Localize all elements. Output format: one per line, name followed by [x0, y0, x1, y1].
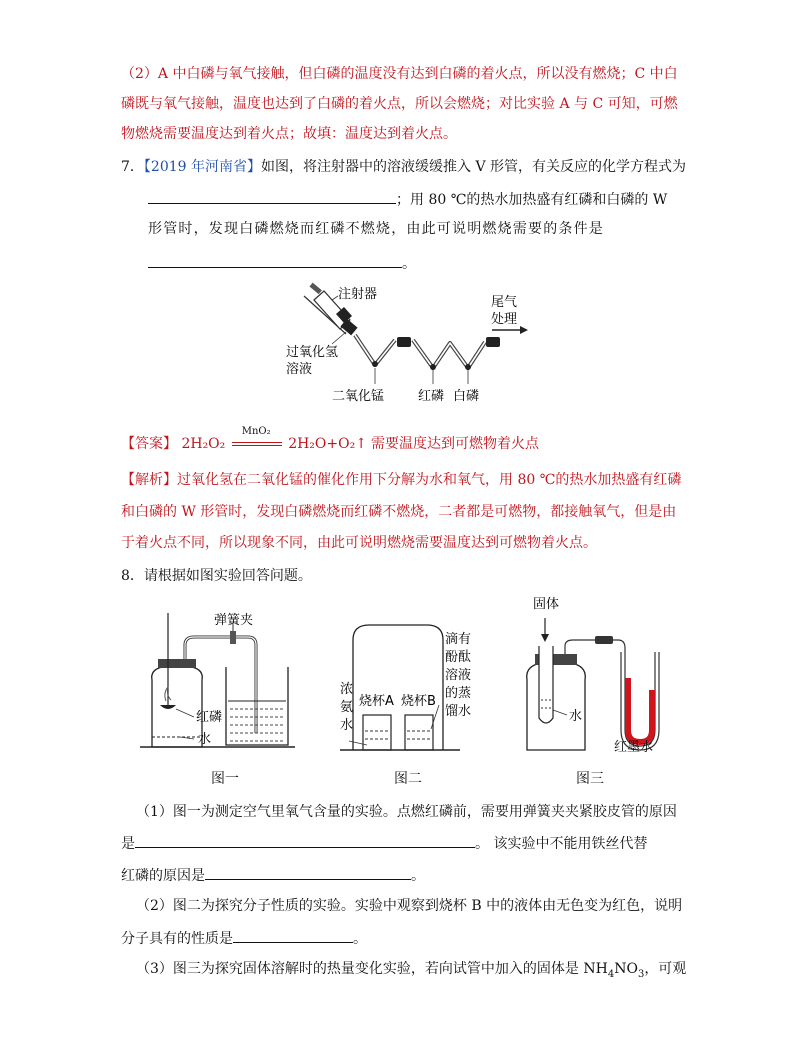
answer-label: 【答案】 [121, 436, 177, 452]
q8-sub1-line1: （1）图一为测定空气里氧气含量的实验。点燃红磷前，需要用弹簧夹夹紧胶皮管的原因 [136, 804, 677, 820]
sub1-line2-tail: 。 该实验中不能用铁丝代替 [475, 836, 648, 852]
fig1-oxygen-test [130, 605, 300, 755]
q7-analysis-line2: 和白磷的 W 形管时，发现白磷燃烧而红磷不燃烧，二者都是可燃物，都接触氧气，但是由 [121, 504, 677, 520]
fig3-red-ink [628, 678, 652, 742]
fig1-jar [152, 667, 203, 747]
fig1-clip [230, 631, 236, 644]
q8-sub2-line1: （2）图二为探究分子性质的实验。实验中观察到烧杯 B 中的液体由无色变为红色，说明 [136, 898, 683, 914]
q7-line2-tail: ；用 80 ℃的热水加热盛有红磷和白磷的 W [396, 192, 668, 208]
fig2-beaker-a [363, 715, 391, 750]
fig2-beaker-b-label: 烧杯B [401, 694, 436, 709]
sub1-line3-tail: 。 [411, 868, 425, 884]
v-tube [355, 335, 395, 365]
q7-answer [121, 426, 367, 454]
analysis-label: 【解析】 [121, 472, 177, 488]
fig3-connector [595, 636, 613, 644]
q7-text1: 如图，将注射器中的溶液缓缓推入 V 形管，有关反应的化学方程式为 [261, 159, 687, 175]
answer-eq-right: 2H₂O+O₂↑ [288, 436, 367, 452]
fig2-beaker-a-label: 烧杯A [359, 694, 394, 709]
q7-line2 [148, 189, 667, 210]
sub2-line2-tail: 。 [353, 931, 367, 947]
connector-1 [397, 337, 411, 347]
label-exhaust-1: 尾气 [491, 295, 518, 310]
fig3-label-water: 水 [569, 709, 583, 724]
sub3-head: （3）图三为探究固体溶解时的热量变化实验，若向试管中加入的固体是 NH [136, 961, 608, 977]
fig3-caption: 图三 [576, 771, 604, 787]
label-red-p: 红磷 [418, 389, 445, 404]
red-p-dot [430, 364, 436, 370]
fig3-jar [527, 664, 586, 750]
fig1-label-clip: 弹簧夹 [214, 613, 254, 628]
white-p-dot [465, 364, 471, 370]
q7-analysis-line1 [121, 470, 681, 490]
fig2-caption: 图二 [394, 771, 422, 787]
analysis-text-1: 过氧化氢在二氧化锰的催化作用下分解为水和氧气，用 80 ℃的热水加热盛有红磷 [177, 472, 682, 488]
q8-sub2-line2 [121, 928, 367, 949]
catalyst-arrow [230, 426, 284, 451]
fig2-right-1: 滴有 [445, 632, 472, 647]
answer-eq-left: 2H₂O₂ [181, 436, 226, 452]
sub1-line2-head: 是 [121, 836, 135, 852]
q8-sub3-line1 [136, 959, 686, 985]
q7-source: 【2019 年河南省】 [143, 159, 262, 175]
fig1-label-red-p: 红磷 [196, 710, 223, 725]
fig2-left-3: 水 [340, 718, 354, 733]
fig3-label-red-ink: 红墨水 [614, 740, 654, 755]
fig2-right-4: 的蒸 [445, 686, 472, 701]
q6-analysis-line3: 物燃烧需要温度达到着火点；故填：温度达到着火点。 [121, 126, 457, 142]
label-mno2: 二氧化锰 [332, 389, 385, 404]
fig1-stopper [158, 659, 196, 668]
q7-line4-tail: 。 [402, 256, 416, 272]
fig2-right-3: 溶液 [445, 668, 472, 683]
fig2-right-2: 酚酞 [445, 650, 472, 665]
sub1-line3-head: 红磷的原因是 [121, 868, 205, 884]
q8-sub1-line3 [121, 865, 425, 886]
q7-line4 [148, 253, 416, 274]
label-h2o2-2: 溶液 [286, 362, 313, 377]
fig2-right-5: 馏水 [445, 704, 472, 719]
q6-analysis-line1: （2）A 中白磷与氧气接触，但白磷的温度没有达到白磷的着火点，所以没有燃烧；C 中白 [121, 66, 678, 82]
fig2-left-1: 浓 [340, 682, 354, 697]
connector-2 [486, 337, 500, 347]
q7-number: 7． [121, 159, 144, 175]
q7-line1 [121, 157, 686, 177]
answer-condition: 需要温度达到可燃物着火点 [371, 436, 539, 452]
sub2-line2-head: 分子具有的性质是 [121, 931, 233, 947]
q8-blank-property[interactable] [233, 928, 353, 943]
q7-blank-equation[interactable] [148, 189, 396, 204]
label-h2o2-1: 过氧化氢 [286, 345, 339, 360]
fig1-caption: 图一 [211, 771, 239, 787]
sub3-subscript-1: 4 [607, 968, 615, 980]
q8-blank-clip-reason[interactable] [135, 833, 475, 848]
fig2-molecule-test [335, 605, 490, 755]
q7-line3: 形管时，发现白磷燃烧而红磷不燃烧，由此可说明燃烧需要的条件是 [148, 221, 604, 237]
fig2-left-2: 氨 [340, 700, 354, 715]
q7-analysis-line3: 于着火点不同，所以现象不同，由此可说明燃烧需要温度达到可燃物着火点。 [121, 535, 597, 551]
fig2-beaker-b [405, 715, 433, 750]
q7-blank-condition[interactable] [148, 253, 402, 268]
sub3-tail: ，可观 [644, 961, 687, 977]
sub3-mid: NO [614, 961, 638, 977]
mno2-dot [372, 361, 378, 367]
label-syringe: 注射器 [338, 287, 378, 302]
q8-blank-iron-reason[interactable] [205, 865, 411, 880]
catalyst-label: MnO₂ [241, 426, 271, 437]
label-white-p: 白磷 [453, 389, 480, 404]
q8-sub1-line2 [121, 833, 647, 854]
fig3-test-tube [539, 646, 553, 723]
q7-w-tube-figure [280, 280, 540, 410]
fig3-label-solid: 固体 [533, 597, 560, 612]
fig3-heat-test [515, 590, 685, 760]
q8-title: 8．请根据如图实验回答问题。 [121, 568, 312, 584]
label-exhaust-2: 处理 [491, 312, 518, 327]
q6-analysis-line2: 磷既与氧气接触，温度也达到了白磷的着火点，所以会燃烧；对比实验 A 与 C 可知，可燃 [121, 96, 678, 112]
sub3-subscript-2: 3 [637, 968, 645, 980]
fig1-label-water: 水 [198, 732, 212, 747]
